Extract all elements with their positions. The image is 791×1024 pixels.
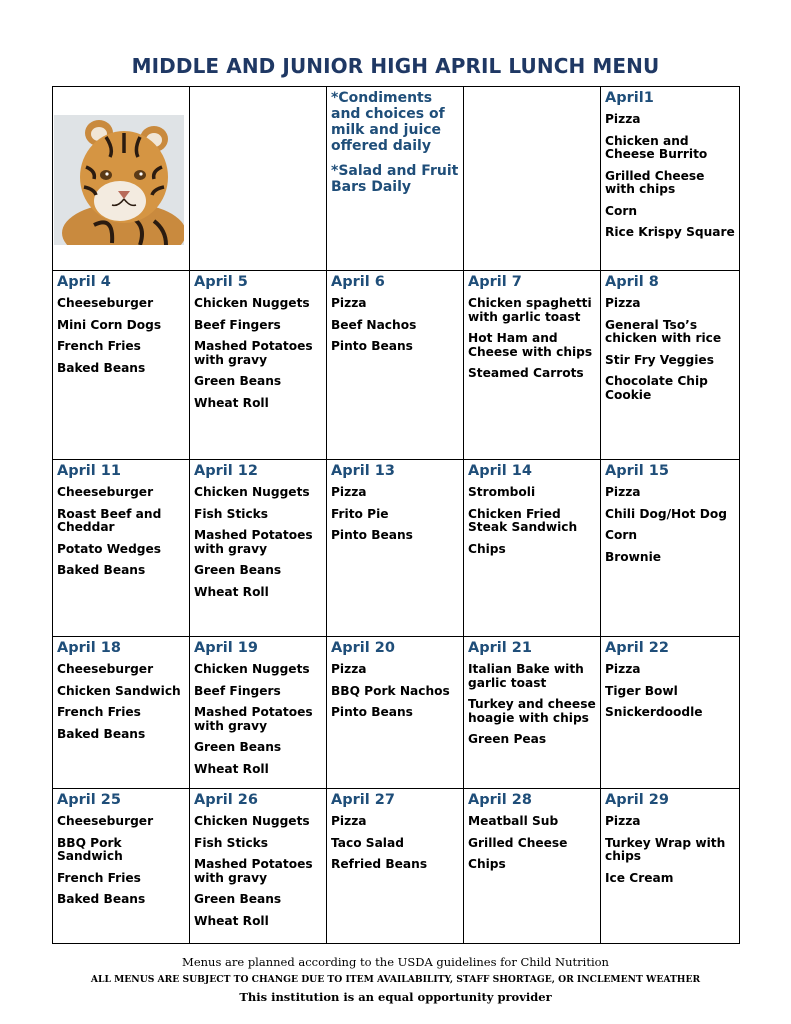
day-heading: April 29 [605,792,669,808]
day-heading: April 7 [468,274,522,290]
day-heading: April 11 [57,463,121,479]
menu-item: Taco Salad [331,835,404,850]
menu-item: Stromboli [468,485,536,499]
day-cell [53,637,190,789]
day-heading: April 12 [194,463,258,479]
menu-item: Chicken spaghetti with garlic toast [468,296,592,324]
menu-item: French Fries [57,870,141,885]
menu-item: Grilled Cheese [468,835,568,850]
menu-item: Mashed Potatoes with gravy [194,339,313,367]
day-cell [601,637,740,789]
day-cell [327,271,464,460]
menu-calendar [52,86,740,944]
day-cell [464,271,601,460]
menu-item: Grilled Cheese with chips [605,168,705,196]
menu-item: Meatball Sub [468,814,559,828]
menu-item: Turkey and cheese hoagie with chips [468,697,596,725]
menu-item: Chips [468,857,506,871]
day-heading: April 18 [57,640,121,656]
menu-item: Cheeseburger [57,485,154,499]
condiments-note: *Condiments and choices of milk and juice offered daily [331,90,445,154]
day-heading: April 20 [331,640,395,656]
menu-item: Baked Beans [57,563,146,577]
menu-item: Chicken Nuggets [194,662,310,676]
menu-item: Brownie [605,549,662,564]
day-cell [190,637,327,789]
day-cell [464,460,601,637]
menu-item: Green Beans [194,892,282,906]
day-heading: April1 [605,90,654,106]
menu-item: Chicken Fried Steak Sandwich [468,506,578,534]
menu-item: Refried Beans [331,857,428,871]
menu-item: Rice Krispy Square [605,225,735,239]
menu-item: Chips [468,541,506,556]
page-title: MIDDLE AND JUNIOR HIGH APRIL LUNCH MENU [131,54,660,78]
day-heading: April 25 [57,792,121,808]
week-row-4 [53,789,740,944]
menu-item: General Tso’s chicken with rice [605,317,722,345]
menu-item: Mashed Potatoes with gravy [194,528,313,556]
day-cell [601,789,740,944]
menu-item: Fish Sticks [194,835,269,850]
day-cell [464,789,601,944]
menu-item: BBQ Pork Sandwich [57,835,123,863]
photo-cell [53,87,190,271]
menu-item: Fish Sticks [194,506,269,521]
day-heading: April 22 [605,640,669,656]
day-cell [601,87,740,271]
menu-item: Pizza [605,112,641,126]
menu-item: Ice Cream [605,870,674,885]
day-heading: April 8 [605,274,659,290]
day-cell [190,460,327,637]
menu-item: Green Beans [194,740,282,754]
equal-opportunity-note: This institution is an equal opportunity provider [239,990,552,1004]
menu-item: Pizza [331,814,367,828]
menu-item: Snickerdoodle [605,705,703,719]
day-heading: April 14 [468,463,532,479]
menu-item: Wheat Roll [194,395,269,410]
menu-item: Pizza [605,296,641,310]
menu-item: Chicken Nuggets [194,296,310,310]
menu-item: Cheeseburger [57,662,154,676]
day-cell [327,460,464,637]
menu-item: Chicken Nuggets [194,814,310,828]
menu-item: Turkey Wrap with chips [605,835,726,863]
menu-item: Chicken and Cheese Burrito [605,133,708,161]
notes-cell [327,87,464,271]
day-heading: April 27 [331,792,395,808]
menu-item: Pizza [605,814,641,828]
day-heading: April 19 [194,640,258,656]
day-cell [53,460,190,637]
menu-item: Steamed Carrots [468,366,584,380]
menu-item: Hot Ham and Cheese with chips [468,331,593,359]
change-disclaimer: ALL MENUS ARE SUBJECT TO CHANGE DUE TO ITEM AVAILABILITY, STAFF SHORTAGE, OR INCLEMENT WEATHER [90,974,701,985]
week-row-1 [53,271,740,460]
week-row-2 [53,460,740,637]
menu-item: Wheat Roll [194,584,269,599]
menu-item: French Fries [57,705,141,719]
empty-cell [464,87,601,271]
empty-cell [190,87,327,271]
menu-item: Pizza [331,485,367,499]
menu-item: Stir Fry Veggies [605,352,714,367]
menu-item: Chicken Sandwich [57,683,181,698]
menu-item: Beef Fingers [194,317,281,332]
day-heading: April 15 [605,463,669,479]
menu-item: Mini Corn Dogs [57,317,162,332]
menu-item: Cheeseburger [57,296,154,310]
day-cell [190,271,327,460]
menu-item: Tiger Bowl [605,683,678,698]
day-cell [53,789,190,944]
menu-item: Baked Beans [57,360,146,375]
salad-bar-note: *Salad and Fruit Bars Daily [331,163,459,195]
menu-item: Mashed Potatoes with gravy [194,857,313,885]
menu-item: Baked Beans [57,892,146,906]
menu-item: Cheeseburger [57,814,154,828]
day-heading: April 13 [331,463,395,479]
menu-item: Pizza [605,485,641,499]
menu-item: Pinto Beans [331,705,413,719]
tiger-cub-photo [54,115,184,245]
menu-item: Green Peas [468,732,547,746]
menu-item: Roast Beef and Cheddar [57,506,162,534]
menu-item: Corn [605,528,638,542]
menu-item: Pizza [331,662,367,676]
menu-item: French Fries [57,339,141,353]
day-heading: April 21 [468,640,532,656]
day-heading: April 26 [194,792,258,808]
menu-item: Pizza [605,662,641,676]
day-cell [601,271,740,460]
menu-item: Wheat Roll [194,761,269,776]
menu-item: Chicken Nuggets [194,485,310,499]
day-heading: April 5 [194,274,248,290]
menu-item: Wheat Roll [194,913,269,928]
menu-item: Mashed Potatoes with gravy [194,705,313,733]
menu-item: Corn [605,203,638,218]
menu-item: Pinto Beans [331,528,413,542]
day-cell [190,789,327,944]
day-heading: April 4 [57,274,111,290]
menu-item: Potato Wedges [57,541,162,556]
menu-item: Green Beans [194,374,282,388]
menu-item: Chocolate Chip Cookie [605,374,708,402]
menu-item: Chili Dog/Hot Dog [605,506,727,521]
day-cell [464,637,601,789]
menu-item: Pizza [331,296,367,310]
day-cell [327,637,464,789]
week-row-0 [53,87,740,271]
menu-item: Pinto Beans [331,339,413,353]
menu-item: Frito Pie [331,506,389,521]
day-cell [53,271,190,460]
usda-note: Menus are planned according to the USDA guidelines for Child Nutrition [182,955,609,969]
menu-item: Baked Beans [57,726,146,741]
day-heading: April 28 [468,792,532,808]
menu-item: Beef Nachos [331,317,417,332]
week-row-3 [53,637,740,789]
menu-item: BBQ Pork Nachos [331,683,450,698]
day-cell [601,460,740,637]
day-heading: April 6 [331,274,385,290]
menu-item: Beef Fingers [194,683,281,698]
menu-item: Green Beans [194,563,282,577]
day-cell [327,789,464,944]
menu-item: Italian Bake with garlic toast [468,662,584,690]
